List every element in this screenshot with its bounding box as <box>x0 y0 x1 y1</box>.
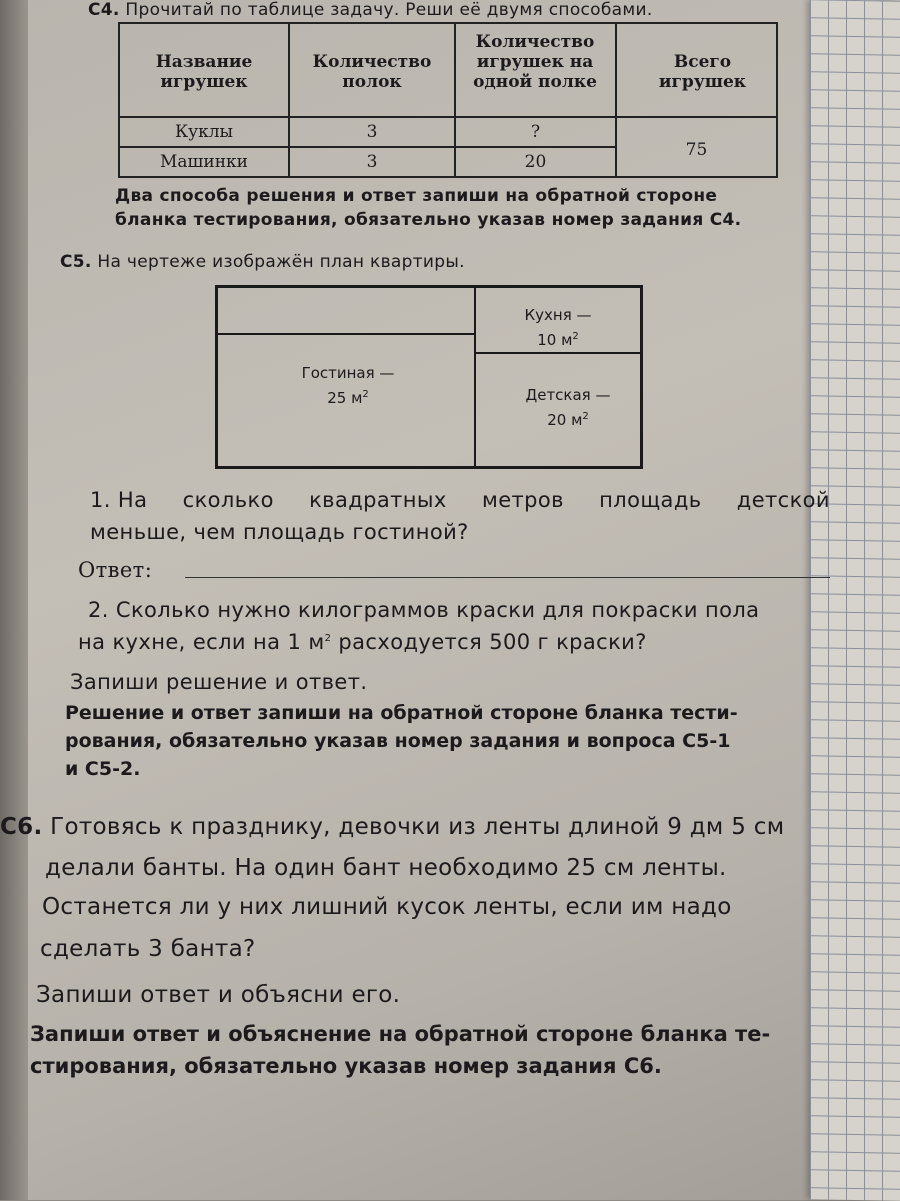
header-toy-name: Название игрушек <box>155 52 253 92</box>
header-shelves: Количество полок <box>312 52 432 92</box>
row-cars-per-shelf: 20 <box>524 152 547 172</box>
c6-line4: сделать 3 банта? <box>40 936 256 962</box>
c5-q1-line1 <box>90 488 830 512</box>
kids-sq: 2 <box>582 411 589 422</box>
c6-line2: делали банты. На один бант необходимо 25 см ленты. <box>45 855 727 881</box>
c5-heading-text: На чертеже изображён план квартиры. <box>97 252 465 272</box>
q2-text-b: расходуется 500 г краски? <box>338 630 647 654</box>
q1-word: площадь <box>599 488 702 512</box>
kids-area: 20 м <box>547 411 583 429</box>
kitchen-sq: 2 <box>572 331 579 342</box>
kitchen-area: 10 м <box>537 331 573 349</box>
q1-word: метров <box>481 488 564 512</box>
c6-line3: Останется ли у них лишний кусок ленты, если им надо <box>42 894 732 920</box>
q1-word: детской <box>736 488 830 512</box>
c6-line1-text: Готовясь к празднику, девочки из ленты длиной 9 дм 5 см <box>50 814 785 840</box>
c6-note-line2: стирования, обязательно указав номер задания С6. <box>30 1054 662 1078</box>
living-area: 25 м <box>327 389 363 407</box>
q1-word: сколько <box>182 488 274 512</box>
header-total: Всего игрушек <box>658 52 747 92</box>
c6-line1 <box>0 814 784 840</box>
c6-note-line1: Запиши ответ и объяснение на обратной стороне бланка те- <box>30 1022 771 1046</box>
c5-q2-line1: 2. Сколько нужно килограммов краски для покраски пола <box>88 598 760 622</box>
c6-write: Запиши ответ и объясни его. <box>36 982 401 1008</box>
living-name: Гостиная — <box>301 364 395 382</box>
c5-note-line3: и С5-2. <box>65 758 141 780</box>
q1-word: квадратных <box>309 488 447 512</box>
row-cars-name: Машинки <box>160 152 248 172</box>
row-dolls-shelves: 3 <box>366 122 378 142</box>
c4-heading-text: Прочитай по таблице задачу. Реши её двумя способами. <box>125 0 653 20</box>
row-dolls-per-shelf: ? <box>530 122 541 142</box>
room-kids <box>498 384 638 431</box>
c4-label: С4. <box>88 0 120 20</box>
c4-note-line2: бланка тестирования, обязательно указав номер задания С4. <box>115 210 742 230</box>
apartment-plan <box>215 285 643 469</box>
row-dolls-name: Куклы <box>174 122 234 142</box>
living-sq: 2 <box>362 389 369 400</box>
c5-q2-line2 <box>78 630 647 654</box>
answer-line <box>185 577 830 578</box>
c6-label: С6. <box>0 814 43 840</box>
kitchen-name: Кухня — <box>524 306 592 324</box>
room-kitchen <box>488 304 628 351</box>
total-toys: 75 <box>685 140 708 160</box>
c5-note-line2: рования, обязательно указав номер задания и вопроса С5-1 <box>65 730 731 752</box>
c5-write: Запиши решение и ответ. <box>70 670 368 694</box>
answer-label: Ответ: <box>78 558 153 582</box>
row-cars-shelves: 3 <box>366 152 378 172</box>
c5-q1-line2: меньше, чем площадь гостиной? <box>90 520 469 544</box>
c5-label: С5. <box>60 252 92 272</box>
q2-text-a: на кухне, если на 1 м <box>78 630 325 654</box>
q2-sq: 2 <box>324 633 332 644</box>
q1-word: 1. На <box>90 488 148 512</box>
c4-heading <box>88 0 653 20</box>
kids-name: Детская — <box>525 386 611 404</box>
header-per-shelf: Количество игрушек на одной полке <box>473 32 597 92</box>
c4-note-line1: Два способа решения и ответ запиши на обратной стороне <box>115 186 718 206</box>
toys-table <box>118 22 778 178</box>
room-living <box>278 362 418 409</box>
c5-note-line1: Решение и ответ запиши на обратной стороне бланка тести- <box>65 702 738 724</box>
c5-heading <box>60 252 465 272</box>
